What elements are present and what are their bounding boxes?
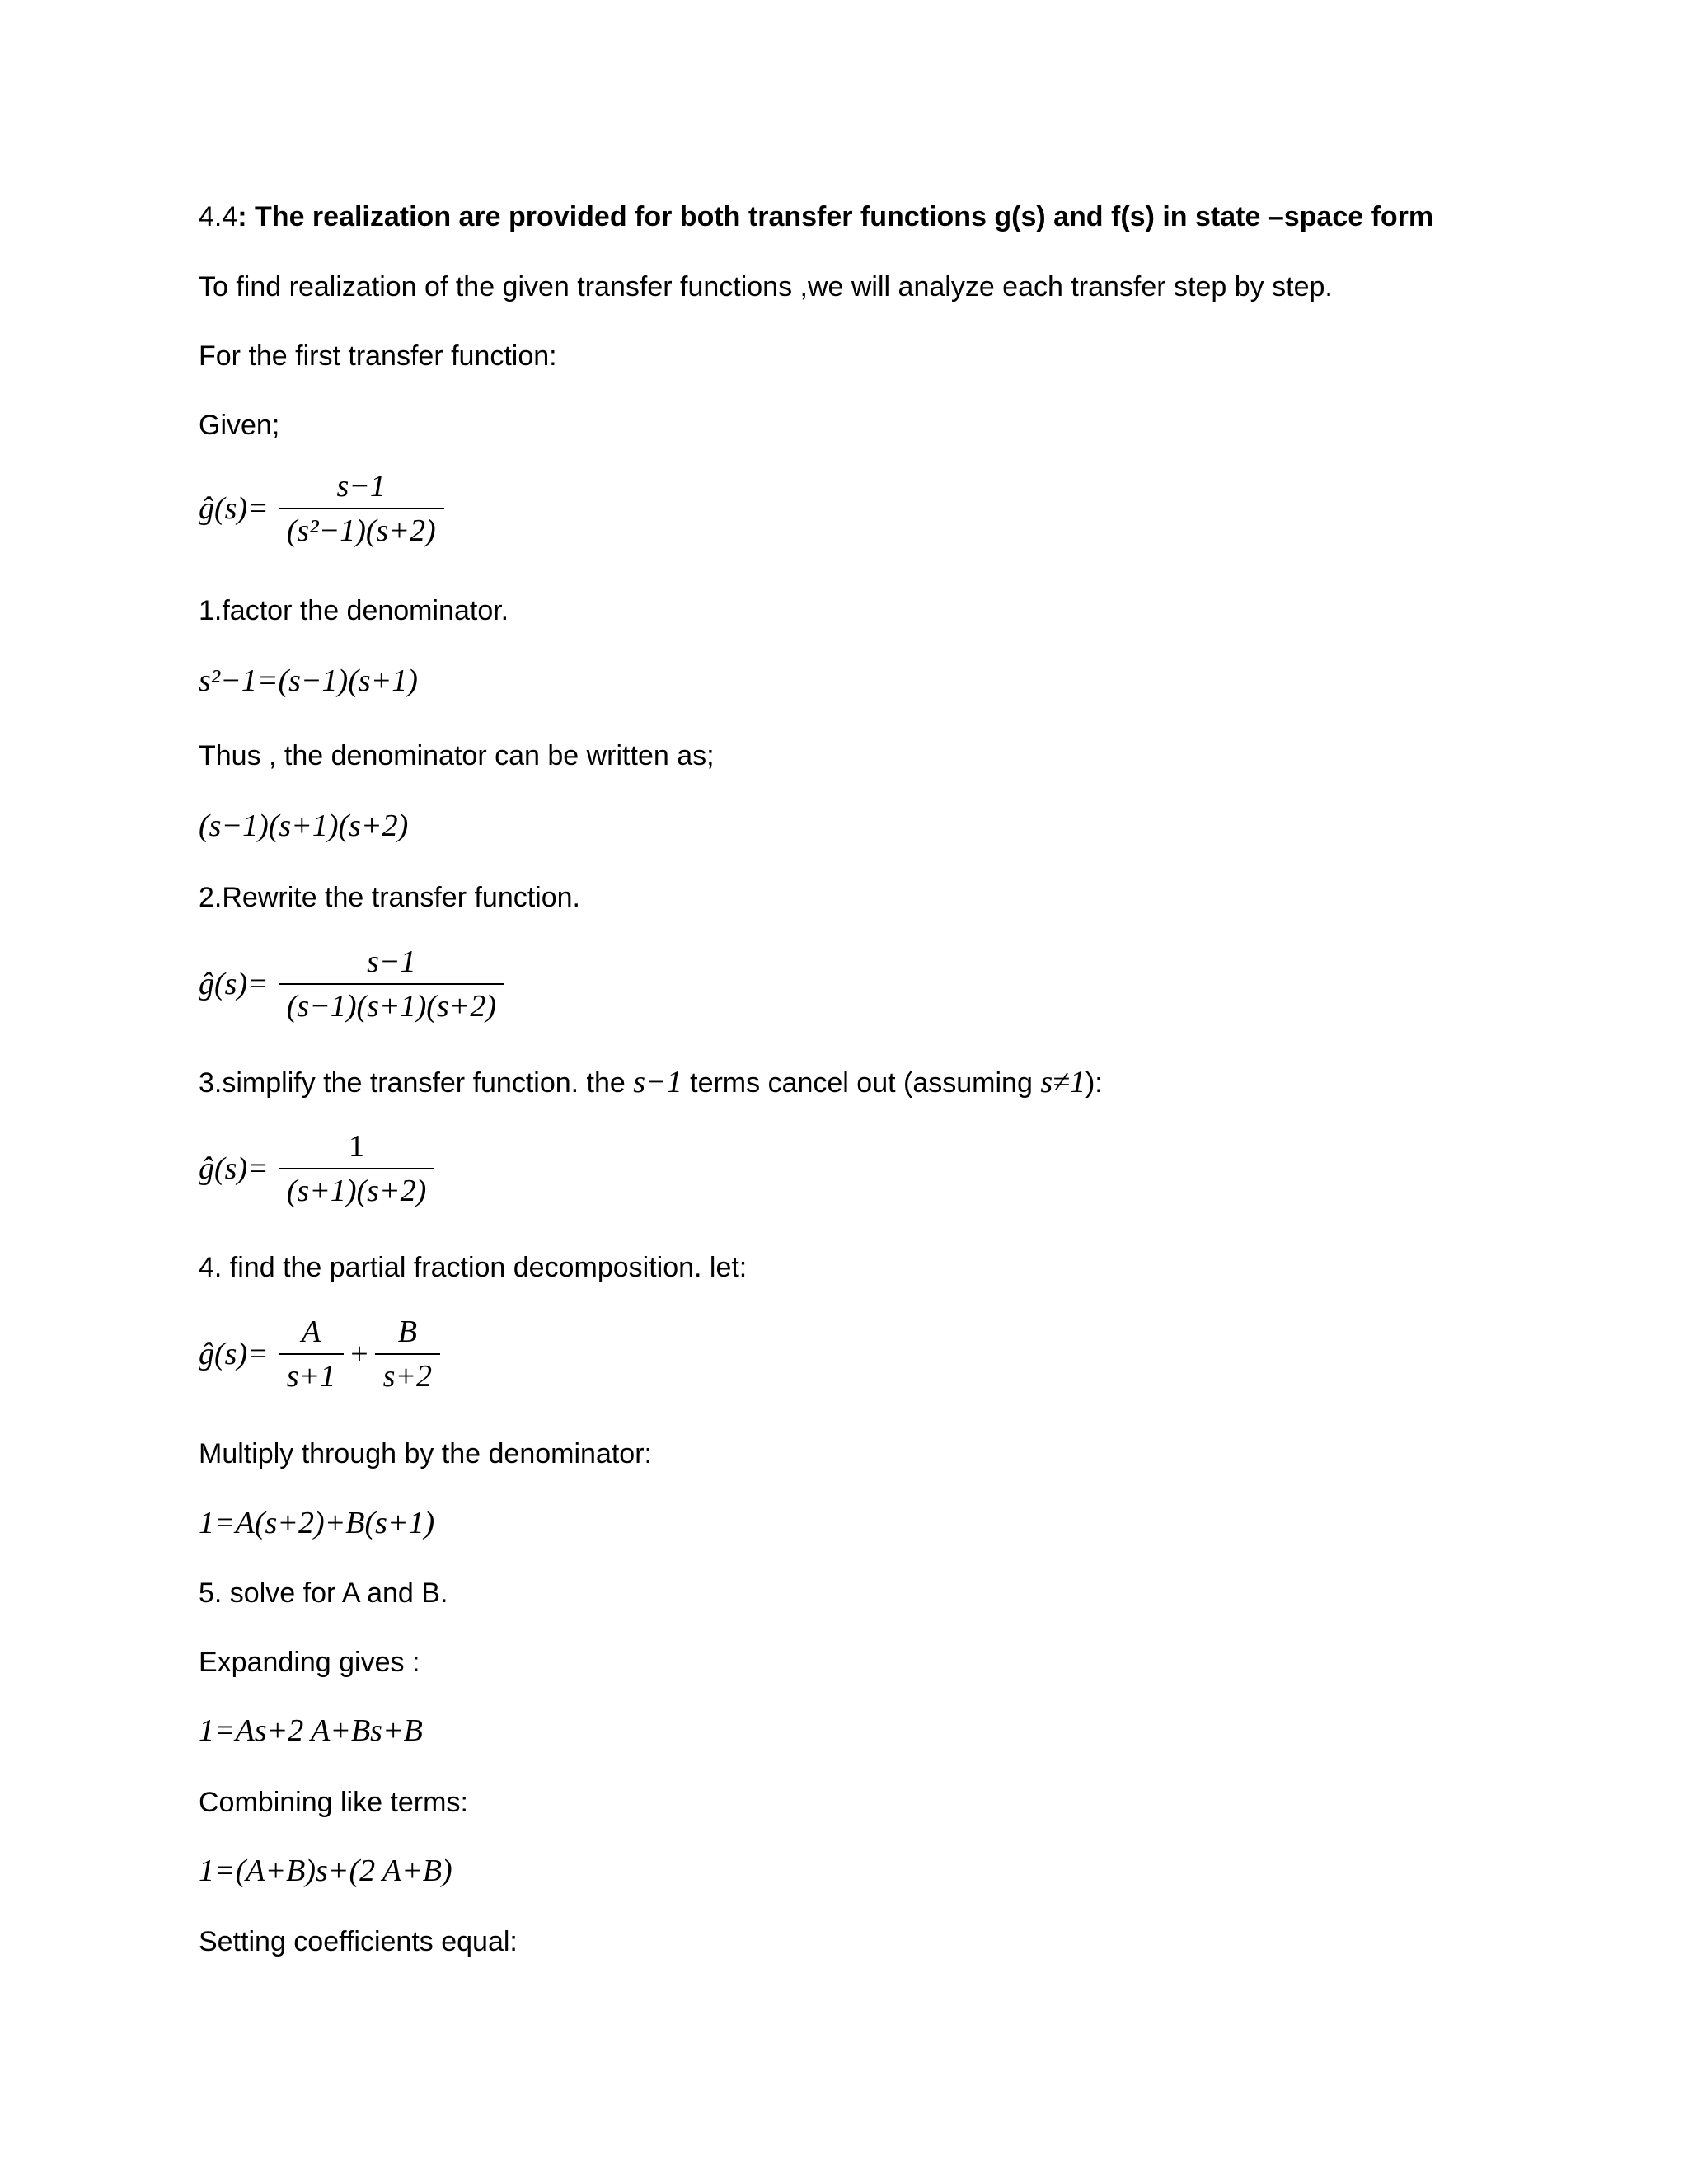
plus-sign: +: [350, 1337, 368, 1371]
fraction-denominator: (s²−1)(s+2): [279, 508, 444, 549]
section-heading: [199, 200, 1433, 233]
equation-rewrite: [199, 944, 508, 1024]
fraction-numerator: 1: [348, 1129, 364, 1164]
first-transfer-function-label: For the first transfer function:: [199, 340, 557, 372]
equation-denominator: (s−1)(s+1)(s+2): [199, 808, 409, 843]
equation-multiply: 1=A(s+2)+B(s+1): [199, 1506, 435, 1540]
equation-simplified: [199, 1128, 438, 1209]
fraction-numerator: B: [397, 1315, 417, 1349]
step-3-label: [199, 1066, 1103, 1099]
step-3-suffix: ):: [1085, 1067, 1103, 1099]
step-4-label: 4. find the partial fraction decomposition. let:: [199, 1252, 748, 1283]
fraction-a: [279, 1314, 344, 1394]
fraction-denominator: s+2: [375, 1353, 440, 1394]
step-1-label: 1.factor the denominator.: [199, 595, 509, 626]
equation-lhs: ĝ(s)=: [199, 491, 269, 526]
given-label: Given;: [199, 410, 280, 441]
equation-partial-fractions: [199, 1314, 443, 1394]
thus-paragraph: Thus , the denominator can be written as;: [199, 740, 715, 771]
expanding-paragraph: Expanding gives :: [199, 1647, 420, 1678]
equation-given: [199, 468, 448, 549]
fraction-denominator: s+1: [279, 1353, 344, 1394]
step-2-label: 2.Rewrite the transfer function.: [199, 882, 581, 913]
step-3-term: s−1: [633, 1065, 682, 1099]
intro-paragraph: To find realization of the given transfer functions ,we will analyze each transfer step by step.: [199, 271, 1333, 302]
equation-lhs: ĝ(s)=: [199, 1151, 269, 1186]
fraction-numerator: s−1: [367, 944, 416, 979]
step-3-condition: s≠1: [1040, 1065, 1085, 1099]
fraction: [279, 1128, 434, 1209]
step-5-label: 5. solve for A and B.: [199, 1577, 448, 1609]
equation-expand: 1=As+2 A+Bs+B: [199, 1713, 423, 1748]
step-3-prefix: 3.simplify the transfer function. the: [199, 1067, 634, 1099]
equation-lhs: ĝ(s)=: [199, 967, 269, 1001]
section-title: : The realization are provided for both transfer functions g(s) and f(s) in state –space form: [237, 201, 1434, 232]
equation-lhs: ĝ(s)=: [199, 1337, 269, 1371]
fraction-denominator: (s+1)(s+2): [279, 1168, 434, 1209]
fraction-b: [375, 1314, 440, 1394]
equation-factor: s²−1=(s−1)(s+1): [199, 663, 418, 698]
combining-paragraph: Combining like terms:: [199, 1787, 468, 1818]
step-3-middle: terms cancel out (assuming: [682, 1067, 1041, 1099]
fraction-numerator: s−1: [336, 469, 386, 504]
fraction: [279, 468, 444, 549]
equation-combine: 1=(A+B)s+(2 A+B): [199, 1854, 452, 1888]
section-number: 4.4: [199, 201, 238, 232]
setting-paragraph: Setting coefficients equal:: [199, 1926, 518, 1957]
multiply-paragraph: Multiply through by the denominator:: [199, 1438, 652, 1469]
fraction-numerator: A: [301, 1315, 321, 1349]
fraction-denominator: (s−1)(s+1)(s+2): [279, 983, 504, 1024]
fraction: [279, 944, 504, 1024]
